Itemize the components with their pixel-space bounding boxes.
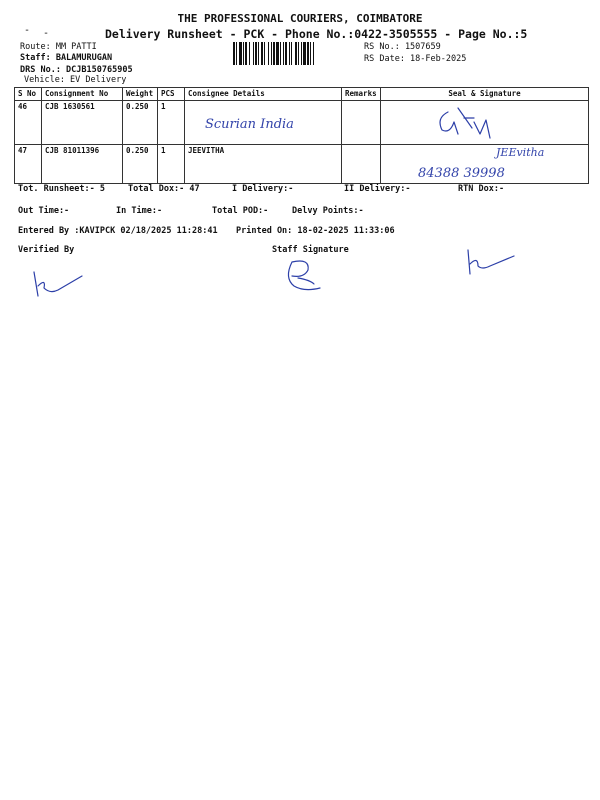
cell-pcs: 1: [158, 145, 185, 184]
barcode-bar: [268, 42, 269, 65]
col-weight: Weight: [123, 88, 158, 101]
barcode-bar: [303, 42, 306, 65]
company-name: THE PROFESSIONAL COURIERS, COIMBATORE: [177, 12, 423, 25]
barcode-bar: [253, 42, 254, 65]
barcode-bar: [289, 42, 290, 65]
verified-by: Verified By: [18, 245, 75, 255]
barcode-bar: [261, 42, 263, 65]
barcode-bar: [295, 42, 297, 65]
barcode-bar: [245, 42, 247, 65]
route: Route: MM PATTI: [20, 42, 97, 52]
col-remarks: Remarks: [342, 88, 381, 101]
cell-consignment-no: CJB 1630561: [42, 101, 123, 145]
barcode: [233, 42, 357, 65]
total-dox: Total Dox:- 47: [128, 184, 200, 194]
i-delivery: I Delivery:-: [232, 184, 294, 194]
barcode-bar: [307, 42, 309, 65]
col-consignment-no: Consignment No: [42, 88, 123, 101]
rs-number: RS No.: 1507659: [364, 42, 441, 52]
barcode-bar: [273, 42, 275, 65]
out-time: Out Time:-: [18, 206, 70, 216]
delvy-points: Delvy Points:-: [292, 206, 364, 216]
barcode-bar: [301, 42, 302, 65]
handwritten-receiver-phone: 84388 39998: [418, 166, 505, 181]
table-row: [15, 101, 589, 145]
staff: Staff: BALAMURUGAN: [20, 53, 113, 63]
cell-remarks: [342, 145, 381, 184]
handwritten-receiver-name: JEEvitha: [496, 146, 545, 159]
barcode-bar: [264, 42, 265, 65]
barcode-bar: [258, 42, 259, 65]
col-pcs: PCS: [158, 88, 185, 101]
runsheet-title: Delivery Runsheet - PCK - Phone No.:0422-3505555 - Page No.:5: [105, 27, 528, 41]
verified-by-signature-icon: [28, 268, 88, 302]
barcode-bar: [291, 42, 292, 65]
second-signature-icon: [460, 248, 520, 282]
table-header-row: [15, 88, 589, 101]
barcode-bar: [236, 42, 237, 65]
barcode-bar: [249, 42, 250, 65]
entered-by: Entered By :KAVIPCK 02/18/2025 11:28:41: [18, 226, 218, 236]
barcode-bar: [310, 42, 311, 65]
barcode-bar: [271, 42, 272, 65]
staff-signature-icon: [280, 256, 340, 296]
printed-on: Printed On: 18-02-2025 11:33:06: [236, 226, 395, 236]
barcode-bar: [255, 42, 257, 65]
stray-dash: -: [43, 28, 50, 39]
cell-weight: 0.250: [123, 145, 158, 184]
barcode-bar: [233, 42, 235, 65]
cell-s-no: 46: [15, 101, 42, 145]
barcode-bar: [285, 42, 287, 65]
stray-mark: -: [24, 25, 31, 36]
barcode-bar: [276, 42, 279, 65]
barcode-bar: [313, 42, 314, 65]
vehicle: Vehicle: EV Delivery: [24, 75, 127, 85]
rtn-dox: RTN Dox:-: [458, 184, 505, 194]
drs-number: DRS No.: DCJB150765905: [20, 65, 133, 75]
barcode-bar: [283, 42, 284, 65]
receiver-signature-icon: [428, 104, 498, 152]
barcode-bar: [280, 42, 281, 65]
col-s-no: S No: [15, 88, 42, 101]
in-time: In Time:-: [116, 206, 163, 216]
barcode-bar: [243, 42, 244, 65]
total-pod: Total POD:-: [212, 206, 269, 216]
rs-date: RS Date: 18-Feb-2025: [364, 54, 467, 64]
col-consignee: Consignee Details: [185, 88, 342, 101]
cell-s-no: 47: [15, 145, 42, 184]
barcode-bar: [239, 42, 242, 65]
col-seal-signature: Seal & Signature: [381, 88, 589, 101]
cell-consignee: JEEVITHA: [185, 145, 342, 184]
ii-delivery: II Delivery:-: [344, 184, 411, 194]
barcode-bar: [298, 42, 299, 65]
handwritten-consignee: Scurian India: [205, 117, 294, 132]
staff-signature-label: Staff Signature: [272, 245, 349, 255]
cell-pcs: 1: [158, 101, 185, 145]
cell-weight: 0.250: [123, 101, 158, 145]
tot-runsheet: Tot. Runsheet:- 5: [18, 184, 105, 194]
cell-remarks: [342, 101, 381, 145]
cell-consignment-no: CJB 81011396: [42, 145, 123, 184]
